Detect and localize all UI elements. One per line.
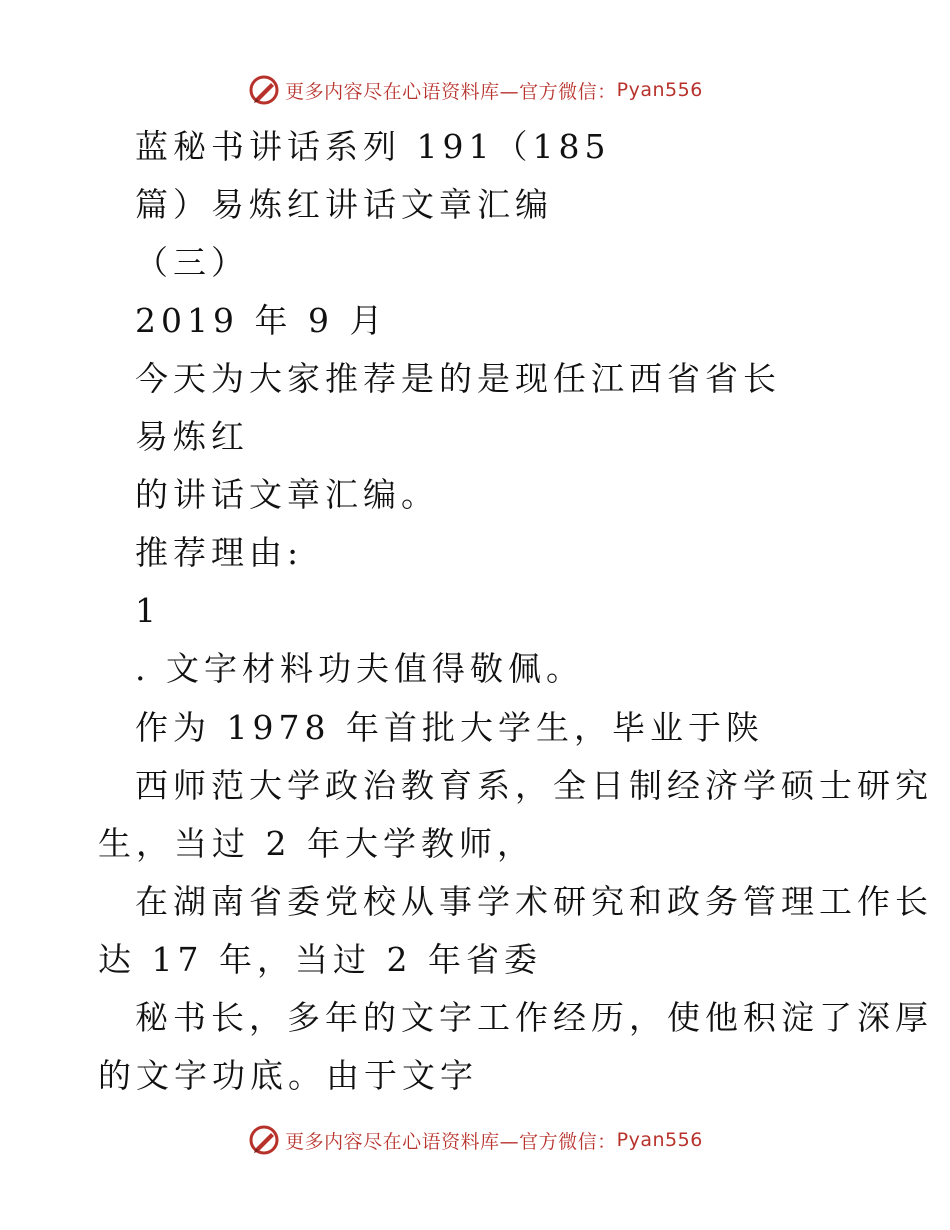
body-line: . 文字材料功夫值得敬佩。 (135, 649, 584, 688)
banner-wechat: Pyan556 (616, 1129, 703, 1151)
body-line: 今天为大家推荐是的是现任江西省省长 (135, 359, 781, 398)
body-line: 生，当过 2 年大学教师， (98, 824, 535, 863)
red-pen-logo-icon (247, 73, 281, 107)
banner-text: 更多内容尽在心语资料库—官方微信： (285, 1130, 617, 1153)
red-pen-logo-icon (247, 1123, 281, 1157)
title-line-3: （三） (135, 243, 249, 282)
body-line: 推荐理由: (135, 533, 304, 572)
body-line: 西师范大学政治教育系，全日制经济学硕士研究 (135, 766, 933, 805)
body-line: 作为 1978 年首批大学生，毕业于陕 (135, 708, 764, 747)
body-line: 达 17 年，当过 2 年省委 (98, 940, 542, 979)
banner-wechat: Pyan556 (616, 79, 703, 101)
body-line: 的讲话文章汇编。 (135, 475, 439, 514)
body-line: 的文字功底。由于文字 (98, 1056, 478, 1095)
body-line: 1 (135, 591, 161, 630)
footer-banner (0, 1120, 950, 1160)
title-line-1: 蓝秘书讲话系列 191（185 (135, 127, 611, 166)
title-line-2: 篇）易炼红讲话文章汇编 (135, 185, 553, 224)
banner-text: 更多内容尽在心语资料库—官方微信： (285, 80, 617, 103)
header-banner (0, 70, 950, 110)
body-line: 易炼红 (135, 417, 249, 456)
date-line: 2019 年 9 月 (135, 301, 388, 340)
body-line: 在湖南省委党校从事学术研究和政务管理工作长 (135, 882, 933, 921)
body-line: 秘书长，多年的文字工作经历，使他积淀了深厚 (135, 998, 933, 1037)
